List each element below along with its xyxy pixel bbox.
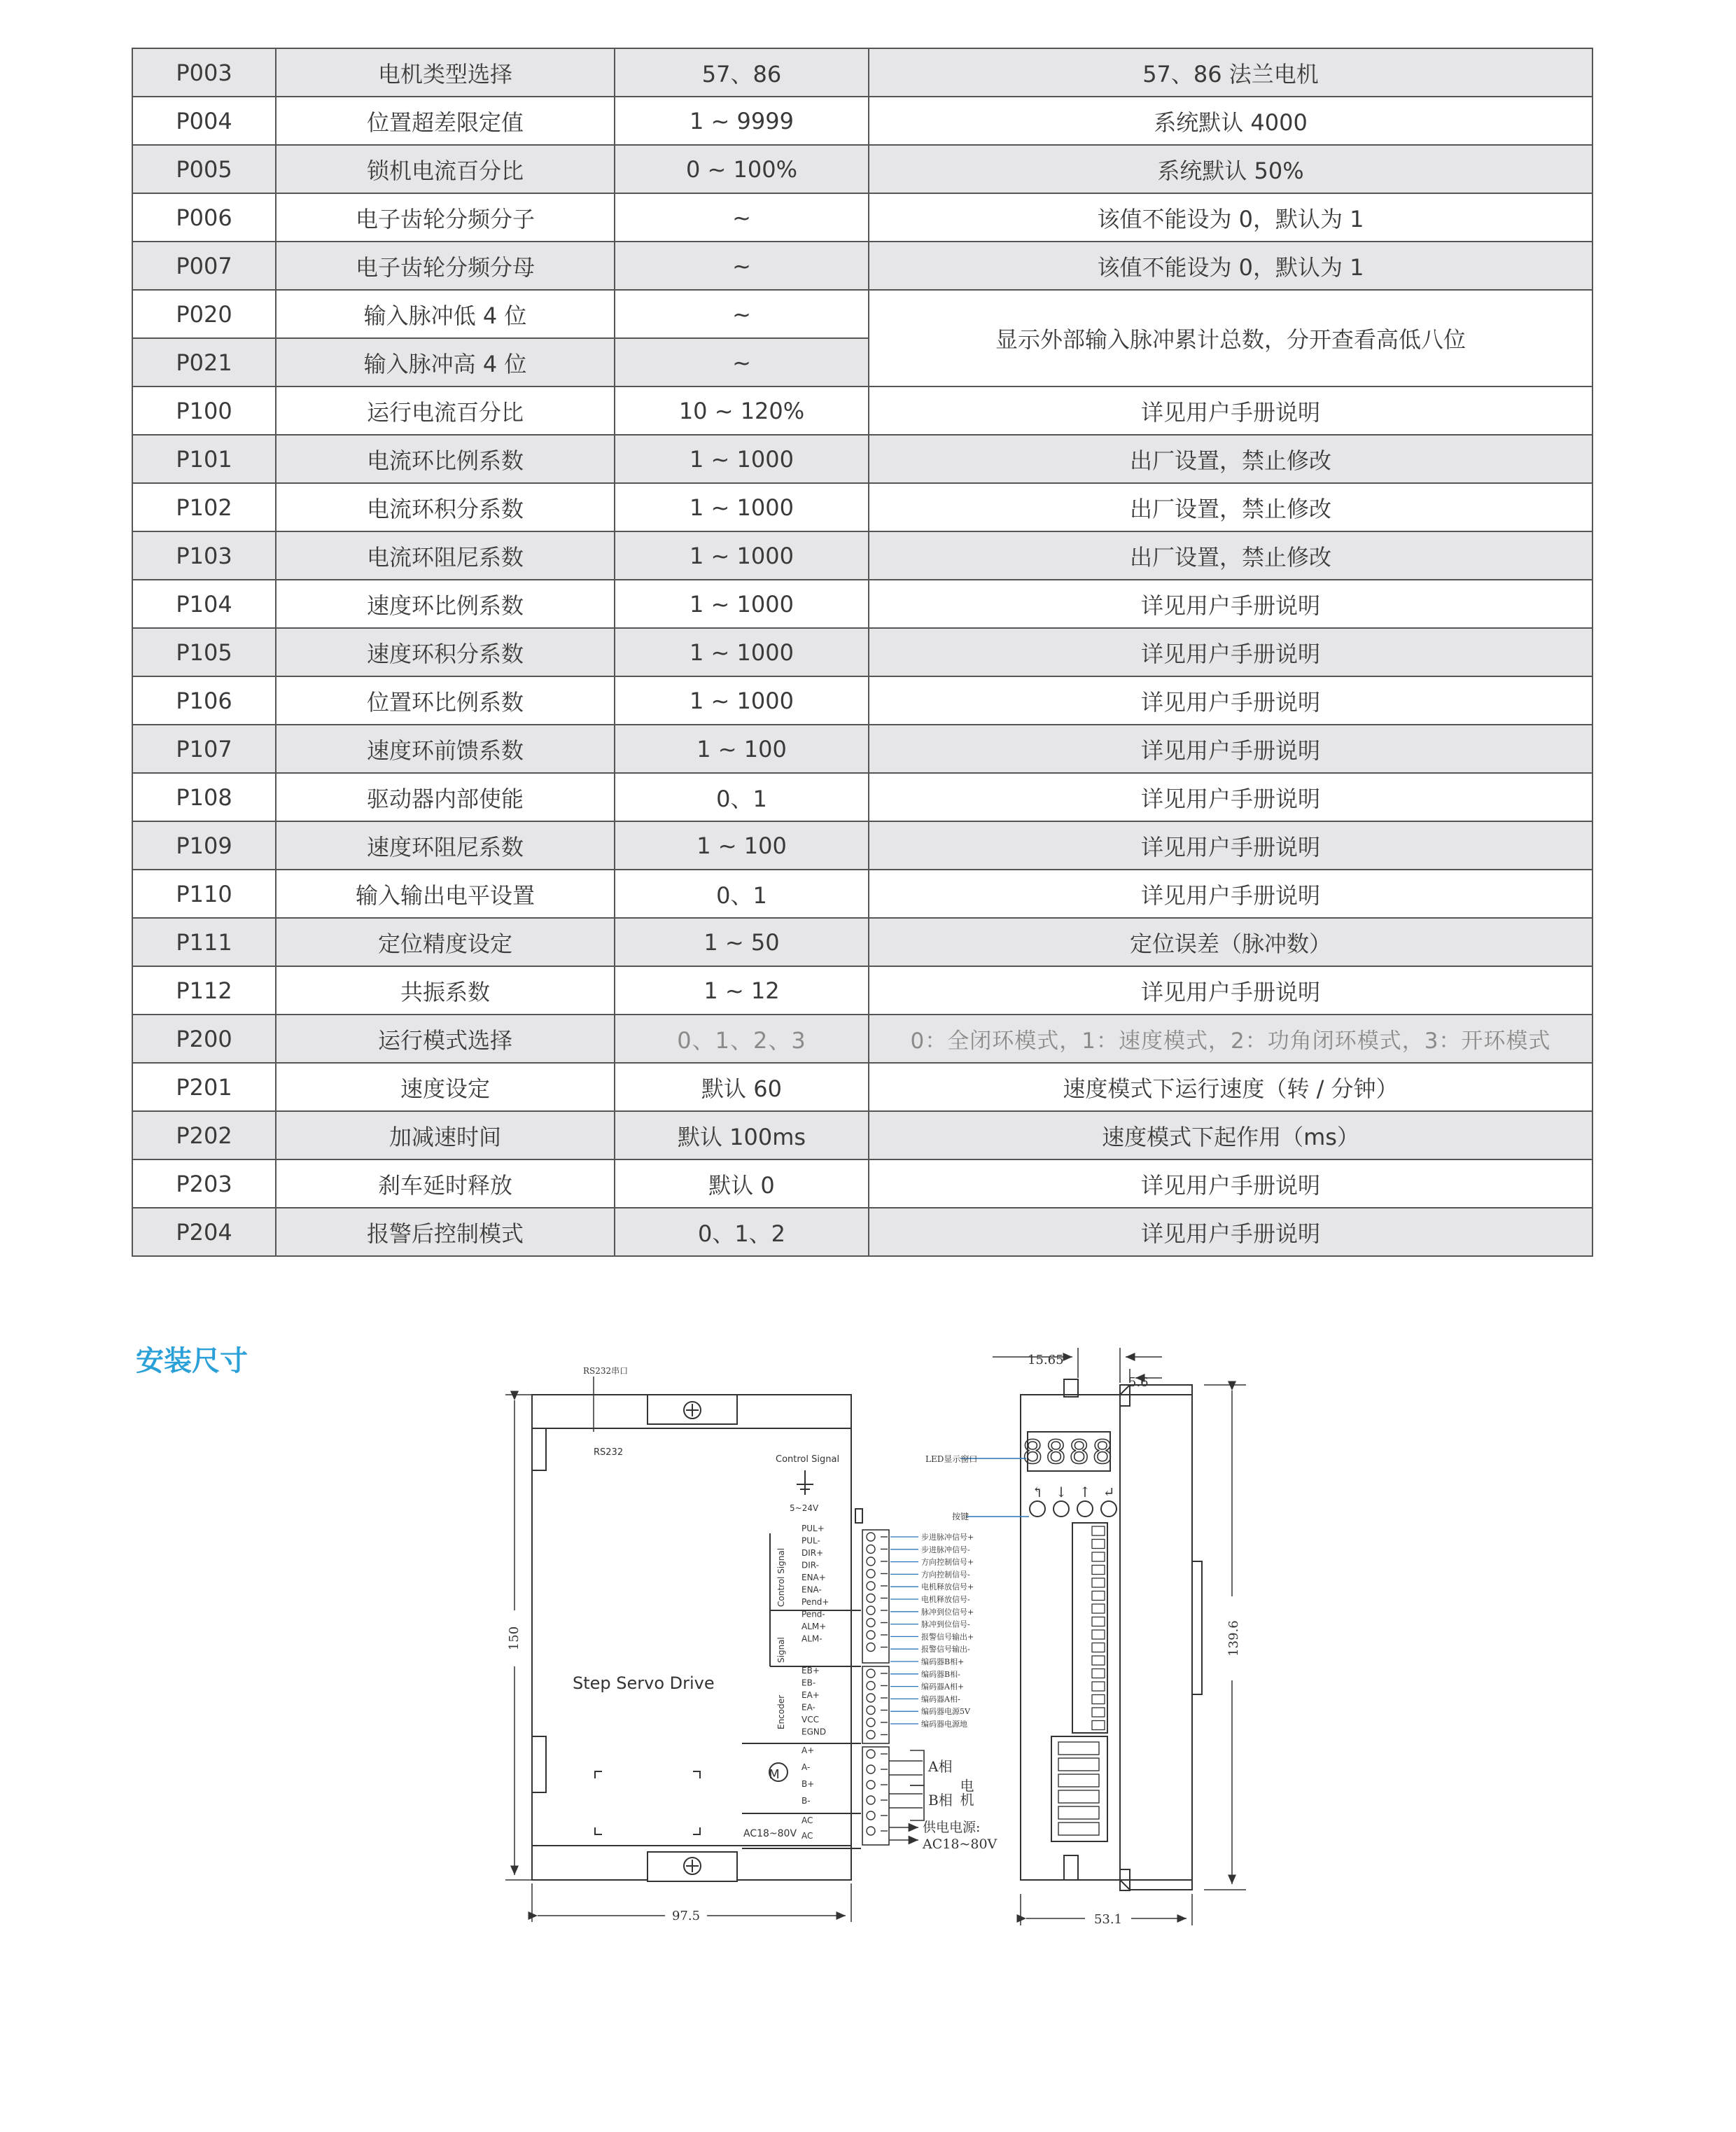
param-code: P111 bbox=[132, 918, 276, 966]
callout-label: 编码器电源地 bbox=[921, 1720, 967, 1729]
side-terminal-pin bbox=[1092, 1682, 1105, 1691]
param-code: P021 bbox=[132, 338, 276, 386]
pin-label: ENA- bbox=[802, 1584, 822, 1595]
terminal-screw bbox=[867, 1533, 875, 1541]
param-note: 0：全闭环模式，1：速度模式，2：功角闭环模式，3：开环模式 bbox=[869, 1015, 1592, 1063]
param-note: 详见用户手册说明 bbox=[869, 628, 1592, 676]
pin-label: B+ bbox=[802, 1779, 815, 1789]
pin-label: DIR+ bbox=[802, 1548, 824, 1558]
param-range: 1 ~ 12 bbox=[615, 966, 869, 1015]
led-display: 8888 bbox=[1022, 1433, 1116, 1471]
param-range: 10 ~ 120% bbox=[615, 386, 869, 435]
dim-width-front: 97.5 bbox=[671, 1909, 701, 1923]
led-window-label: LED显示窗口 bbox=[925, 1454, 978, 1464]
param-range: 默认 100ms bbox=[615, 1111, 869, 1159]
callout-label: 电机释放信号+ bbox=[921, 1582, 974, 1592]
group-encoder-label: Encoder bbox=[776, 1694, 786, 1729]
param-range: 1 ~ 1000 bbox=[615, 531, 869, 580]
key-down-icon[interactable]: ↓ bbox=[1055, 1484, 1068, 1500]
param-name: 定位精度设定 bbox=[276, 918, 615, 966]
side-terminal-pin bbox=[1092, 1643, 1105, 1652]
side-terminal-pin bbox=[1092, 1566, 1105, 1575]
terminal-screw bbox=[867, 1718, 875, 1727]
dimension-lines bbox=[505, 1395, 851, 1922]
pin-label: ALM- bbox=[802, 1633, 822, 1644]
callout-label: 报警信号输出+ bbox=[921, 1632, 974, 1642]
param-range: 1 ~ 9999 bbox=[615, 97, 869, 145]
side-power-terminal bbox=[1058, 1823, 1099, 1835]
param-code: P005 bbox=[132, 145, 276, 193]
dim-top-b: 5.6 bbox=[1128, 1375, 1149, 1390]
power-label: 供电电源: bbox=[923, 1820, 981, 1835]
param-note: 57、86 法兰电机 bbox=[869, 48, 1592, 97]
side-power-terminal bbox=[1058, 1774, 1099, 1787]
param-code: P007 bbox=[132, 242, 276, 290]
side-terminal-strip bbox=[1058, 1526, 1105, 1835]
pin-label: ENA+ bbox=[802, 1573, 826, 1582]
terminal-screw bbox=[867, 1827, 875, 1835]
terminal-screw bbox=[867, 1765, 875, 1774]
param-code: P204 bbox=[132, 1208, 276, 1256]
pin-label: AC bbox=[802, 1831, 813, 1841]
param-range: 1 ~ 1000 bbox=[615, 483, 869, 531]
param-note: 该值不能设为 0，默认为 1 bbox=[869, 242, 1592, 290]
terminal-screw bbox=[867, 1781, 875, 1789]
pin-label: DIR- bbox=[802, 1560, 819, 1570]
terminal-screw bbox=[867, 1643, 875, 1652]
control-signal-label: Control Signal bbox=[776, 1454, 840, 1465]
pin-labels bbox=[802, 1524, 829, 1841]
param-name: 速度环比例系数 bbox=[276, 580, 615, 628]
param-name: 电子齿轮分频分母 bbox=[276, 242, 615, 290]
side-terminal-pin bbox=[1092, 1617, 1105, 1626]
terminal-screw bbox=[867, 1731, 875, 1739]
side-terminal-pin bbox=[1092, 1721, 1105, 1730]
callout-label: 编码器B相+ bbox=[921, 1657, 965, 1666]
terminal-screw bbox=[867, 1594, 875, 1603]
phase-brackets bbox=[889, 1750, 924, 1840]
param-code: P101 bbox=[132, 435, 276, 483]
param-name: 运行电流百分比 bbox=[276, 386, 615, 435]
param-note: 系统默认 4000 bbox=[869, 97, 1592, 145]
terminal-screw bbox=[867, 1557, 875, 1566]
param-note: 该值不能设为 0，默认为 1 bbox=[869, 193, 1592, 242]
terminal-screw bbox=[867, 1750, 875, 1758]
param-note: 速度模式下起作用（ms） bbox=[869, 1111, 1592, 1159]
terminal-screw bbox=[867, 1619, 875, 1627]
side-terminal-pin bbox=[1092, 1552, 1105, 1561]
param-code: P106 bbox=[132, 676, 276, 725]
pin-label: B- bbox=[802, 1796, 811, 1806]
dim-height-front: 150 bbox=[507, 1626, 522, 1651]
drive-name: Step Servo Drive bbox=[573, 1673, 715, 1693]
callout-label: 电机释放信号- bbox=[921, 1595, 970, 1604]
param-code: P109 bbox=[132, 821, 276, 870]
param-note: 出厂设置，禁止修改 bbox=[869, 483, 1592, 531]
terminal-screw bbox=[867, 1694, 875, 1702]
param-name: 电流环比例系数 bbox=[276, 435, 615, 483]
side-terminal-pin bbox=[1092, 1526, 1105, 1535]
param-note: 详见用户手册说明 bbox=[869, 966, 1592, 1015]
callout-label: 脉冲到位信号- bbox=[921, 1619, 970, 1629]
callout-labels bbox=[890, 1532, 974, 1729]
param-range: 0 ~ 100% bbox=[615, 145, 869, 193]
param-range: 57、86 bbox=[615, 48, 869, 97]
param-name: 输入脉冲低 4 位 bbox=[276, 290, 615, 338]
motor-symbol-icon: M bbox=[769, 1767, 780, 1782]
param-note: 出厂设置，禁止修改 bbox=[869, 435, 1592, 483]
param-code: P108 bbox=[132, 773, 276, 821]
param-note: 系统默认 50% bbox=[869, 145, 1592, 193]
callout-label: 编码器A相- bbox=[921, 1694, 960, 1704]
keys-label: 按键 bbox=[952, 1512, 969, 1521]
side-power-terminal bbox=[1058, 1742, 1099, 1755]
param-name: 报警后控制模式 bbox=[276, 1208, 615, 1256]
dim-width-side: 53.1 bbox=[1093, 1912, 1123, 1927]
motor-label: 电机 bbox=[958, 1778, 974, 1806]
terminal-screw bbox=[867, 1682, 875, 1690]
param-range: 默认 60 bbox=[615, 1063, 869, 1111]
param-name: 运行模式选择 bbox=[276, 1015, 615, 1063]
param-note: 详见用户手册说明 bbox=[869, 773, 1592, 821]
param-code: P202 bbox=[132, 1111, 276, 1159]
terminal-block bbox=[862, 1530, 889, 1845]
param-name: 加减速时间 bbox=[276, 1111, 615, 1159]
callout-label: 步进脉冲信号- bbox=[921, 1545, 970, 1554]
pin-label: EA- bbox=[802, 1702, 816, 1713]
param-range: 1 ~ 1000 bbox=[615, 676, 869, 725]
param-name: 电流环积分系数 bbox=[276, 483, 615, 531]
callout-label: 步进脉冲信号+ bbox=[921, 1533, 974, 1542]
param-code: P112 bbox=[132, 966, 276, 1015]
param-code: P006 bbox=[132, 193, 276, 242]
section-title: 安装尺寸 bbox=[136, 1345, 248, 1377]
param-note: 出厂设置，禁止修改 bbox=[869, 531, 1592, 580]
callout-label: 方向控制信号- bbox=[921, 1570, 970, 1580]
param-name: 驱动器内部使能 bbox=[276, 773, 615, 821]
terminal-screw bbox=[867, 1631, 875, 1639]
param-note: 详见用户手册说明 bbox=[869, 386, 1592, 435]
pin-label: AC bbox=[802, 1816, 813, 1825]
param-code: P201 bbox=[132, 1063, 276, 1111]
screw-icon bbox=[684, 1402, 701, 1419]
callout-label: 编码器A相+ bbox=[921, 1682, 965, 1692]
dim-height-side: 139.6 bbox=[1226, 1620, 1241, 1657]
rs232-note: RS232串口 bbox=[583, 1366, 629, 1376]
callout-label: 编码器电源5V bbox=[921, 1707, 970, 1717]
pin-label: EB+ bbox=[802, 1666, 820, 1675]
param-range: 0、1 bbox=[615, 870, 869, 918]
param-range: 1 ~ 100 bbox=[615, 821, 869, 870]
pin-label: A- bbox=[802, 1762, 811, 1772]
param-range: ~ bbox=[615, 338, 869, 386]
terminal-screw bbox=[867, 1706, 875, 1715]
terminal-screw bbox=[867, 1669, 875, 1678]
side-power-terminal bbox=[1058, 1806, 1099, 1819]
param-code: P200 bbox=[132, 1015, 276, 1063]
param-code: P203 bbox=[132, 1159, 276, 1208]
pin-label: A+ bbox=[802, 1746, 815, 1755]
param-name: 速度设定 bbox=[276, 1063, 615, 1111]
voltage-label: 5~24V bbox=[790, 1503, 819, 1513]
dim-top-a: 15.65 bbox=[1028, 1353, 1064, 1367]
param-range: 0、1 bbox=[615, 773, 869, 821]
param-name: 电机类型选择 bbox=[276, 48, 615, 97]
pin-label: EA+ bbox=[802, 1690, 820, 1700]
param-range: 1 ~ 1000 bbox=[615, 628, 869, 676]
param-name: 电流环阻尼系数 bbox=[276, 531, 615, 580]
param-note: 详见用户手册说明 bbox=[869, 725, 1592, 773]
param-code: P004 bbox=[132, 97, 276, 145]
phase-a-label: A相 bbox=[928, 1758, 953, 1775]
param-note: 定位误差（脉冲数） bbox=[869, 918, 1592, 966]
param-code: P105 bbox=[132, 628, 276, 676]
param-range: 1 ~ 100 bbox=[615, 725, 869, 773]
param-name: 共振系数 bbox=[276, 966, 615, 1015]
screw-icon bbox=[684, 1858, 701, 1874]
key-enter-icon[interactable]: ↵ bbox=[1102, 1484, 1115, 1500]
pin-label: Pend+ bbox=[802, 1597, 830, 1607]
terminal-screw bbox=[867, 1606, 875, 1615]
terminal-screws bbox=[867, 1533, 888, 1835]
power-value: AC18~80V bbox=[923, 1837, 997, 1852]
param-name: 速度环阻尼系数 bbox=[276, 821, 615, 870]
rs232-label: RS232 bbox=[594, 1447, 624, 1458]
pin-label: PUL+ bbox=[802, 1524, 825, 1533]
key-up-icon[interactable]: ↑ bbox=[1079, 1484, 1091, 1500]
param-range: 1 ~ 50 bbox=[615, 918, 869, 966]
param-range: 1 ~ 1000 bbox=[615, 580, 869, 628]
param-code: P104 bbox=[132, 580, 276, 628]
leader-lines bbox=[960, 1458, 1029, 1517]
param-note: 速度模式下运行速度（转 / 分钟） bbox=[869, 1063, 1592, 1111]
param-range: 1 ~ 1000 bbox=[615, 435, 869, 483]
callout-label: 报警信号输出- bbox=[921, 1645, 970, 1654]
param-name: 输入输出电平设置 bbox=[276, 870, 615, 918]
side-terminal-pin bbox=[1092, 1656, 1105, 1665]
terminal-screw bbox=[867, 1796, 875, 1804]
param-name: 刹车延时释放 bbox=[276, 1159, 615, 1208]
side-terminal-pin bbox=[1092, 1630, 1105, 1639]
param-name: 位置超差限定值 bbox=[276, 97, 615, 145]
param-note: 详见用户手册说明 bbox=[869, 580, 1592, 628]
param-name: 电子齿轮分频分子 bbox=[276, 193, 615, 242]
param-code: P110 bbox=[132, 870, 276, 918]
callout-label: 方向控制信号+ bbox=[921, 1557, 974, 1567]
param-note: 详见用户手册说明 bbox=[869, 1208, 1592, 1256]
pin-label: PUL- bbox=[802, 1535, 820, 1546]
terminal-screw bbox=[867, 1570, 875, 1578]
callout-label: 脉冲到位信号+ bbox=[921, 1607, 974, 1617]
param-range: ~ bbox=[615, 242, 869, 290]
param-note-merged: 显示外部输入脉冲累计总数，分开查看高低八位 bbox=[869, 290, 1592, 386]
side-terminal-pin bbox=[1092, 1540, 1105, 1549]
param-name: 位置环比例系数 bbox=[276, 676, 615, 725]
pin-label: EB- bbox=[802, 1678, 816, 1688]
param-name: 输入脉冲高 4 位 bbox=[276, 338, 615, 386]
side-terminal-pin bbox=[1092, 1695, 1105, 1704]
param-note: 详见用户手册说明 bbox=[869, 821, 1592, 870]
param-code: P020 bbox=[132, 290, 276, 338]
param-name: 速度环前馈系数 bbox=[276, 725, 615, 773]
param-code: P107 bbox=[132, 725, 276, 773]
param-code: P003 bbox=[132, 48, 276, 97]
param-range: ~ bbox=[615, 290, 869, 338]
terminal-screw bbox=[867, 1811, 875, 1820]
param-range: 0、1、2、3 bbox=[615, 1015, 869, 1063]
pin-label: Pend- bbox=[802, 1609, 825, 1619]
pin-label: ALM+ bbox=[802, 1622, 827, 1631]
group-signal-label: Signal bbox=[776, 1637, 786, 1663]
param-code: P102 bbox=[132, 483, 276, 531]
side-terminal-pin bbox=[1092, 1669, 1105, 1678]
param-code: P103 bbox=[132, 531, 276, 580]
pin-label: EGND bbox=[802, 1727, 827, 1737]
param-range: 默认 0 bbox=[615, 1159, 869, 1208]
ac-voltage-label: AC18~80V bbox=[743, 1828, 797, 1839]
key-buttons bbox=[1030, 1501, 1116, 1517]
side-terminal-pin bbox=[1092, 1604, 1105, 1613]
group-control-label: Control Signal bbox=[776, 1547, 786, 1607]
side-terminal-pin bbox=[1092, 1578, 1105, 1587]
param-range: ~ bbox=[615, 193, 869, 242]
side-power-terminal bbox=[1058, 1790, 1099, 1803]
callout-label: 编码器B相- bbox=[921, 1669, 960, 1679]
key-back-icon[interactable]: ↰ bbox=[1031, 1484, 1044, 1500]
param-name: 速度环积分系数 bbox=[276, 628, 615, 676]
pin-label: VCC bbox=[802, 1715, 819, 1725]
terminal-screw bbox=[867, 1545, 875, 1554]
param-code: P100 bbox=[132, 386, 276, 435]
side-terminal-pin bbox=[1092, 1591, 1105, 1601]
param-note: 详见用户手册说明 bbox=[869, 676, 1592, 725]
phase-b-label: B相 bbox=[928, 1792, 953, 1809]
param-note: 详见用户手册说明 bbox=[869, 870, 1592, 918]
param-note: 详见用户手册说明 bbox=[869, 1159, 1592, 1208]
side-terminal-pin bbox=[1092, 1708, 1105, 1717]
side-power-terminal bbox=[1058, 1758, 1099, 1771]
param-name: 锁机电流百分比 bbox=[276, 145, 615, 193]
terminal-screw bbox=[867, 1582, 875, 1590]
param-range: 0、1、2 bbox=[615, 1208, 869, 1256]
